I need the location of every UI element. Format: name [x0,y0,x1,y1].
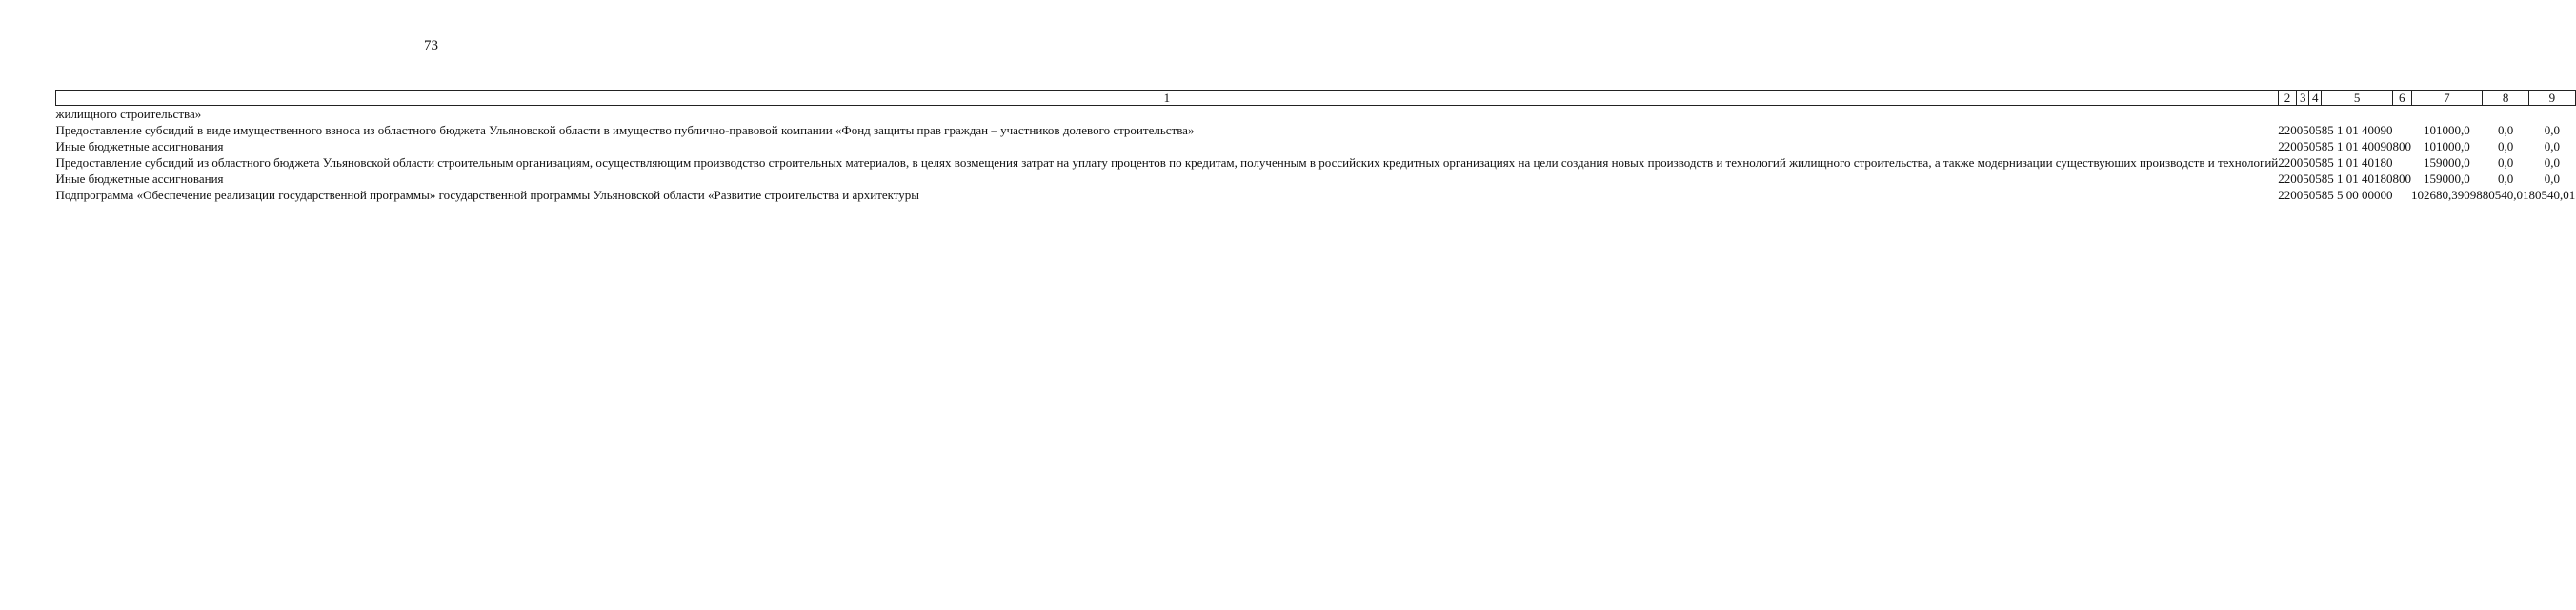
row-c8: 0,0 [2498,123,2514,137]
row-c2: 220 [2278,172,2297,186]
row-description: Иные бюджетные ассигнования [55,172,224,186]
table-row [56,154,2576,171]
row-c3: 05 [2296,139,2309,153]
header-col-1: 1 [56,91,2279,106]
row-c7: 159000,0 [2424,172,2470,186]
row-c6 [2393,106,2412,123]
row-c8: 80540,01 [2482,188,2529,202]
row-c8: 0,0 [2498,155,2514,170]
row-c8: 0,0 [2498,139,2514,153]
row-c3: 05 [2296,155,2309,170]
header-col-2: 2 [2278,91,2297,106]
header-col-5: 5 [2322,91,2393,106]
row-description: Иные бюджетные ассигнования [55,139,224,153]
row-c2 [2278,106,2297,123]
budget-table [55,90,2576,203]
row-c8 [2483,106,2529,123]
row-c5 [2322,106,2393,123]
row-c9: 0,0 [2544,123,2560,137]
row-c7 [2411,106,2483,123]
row-c5: 85 1 01 40180 [2321,172,2393,186]
row-c7: 102680,39098 [2411,188,2483,202]
row-c9: 0,0 [2544,172,2560,186]
row-c3: 05 [2296,172,2309,186]
header-row [56,91,2576,106]
header-col-6: 6 [2393,91,2412,106]
row-c9: 80540,01 [2528,188,2576,202]
table-row [56,187,2576,203]
header-col-3: 3 [2297,91,2309,106]
row-c2: 220 [2278,188,2297,202]
row-description: жилищного строительства» [55,107,202,121]
table-row [56,171,2576,187]
row-description: Предоставление субсидий в виде имущественного взноса из областного бюджета Ульяновской области в имущество публично-правовой компании «Фонд защиты прав граждан – участников долевого строительства» [55,123,1195,137]
table-row [56,138,2576,154]
row-c5: 85 1 01 40180 [2321,155,2393,170]
row-c4: 05 [2308,155,2322,170]
row-c2: 220 [2278,123,2297,137]
row-c9 [2529,106,2576,123]
row-description: Подпрограмма «Обеспечение реализации государственной программы» государственной программы Ульяновской области «Развитие строительства и архитектуры [55,188,920,202]
row-c3: 05 [2296,188,2309,202]
row-c4: 05 [2308,172,2322,186]
row-c7: 101000,0 [2424,123,2470,137]
row-c2: 220 [2278,139,2297,153]
header-col-7: 7 [2411,91,2483,106]
row-c3: 05 [2296,123,2309,137]
row-c9: 0,0 [2544,155,2560,170]
row-c5: 85 1 01 40090 [2321,139,2393,153]
row-c7: 101000,0 [2424,139,2470,153]
row-c6: 800 [2392,172,2411,186]
header-col-8: 8 [2483,91,2529,106]
header-col-9: 9 [2529,91,2576,106]
row-c7: 159000,0 [2424,155,2470,170]
row-c4: 05 [2308,123,2322,137]
row-c4: 05 [2308,188,2322,202]
row-description: Предоставление субсидий из областного бюджета Ульяновской области строительным организациям, осуществляющим производство строительных материалов, в целях возмещения затрат на уплату процентов по кредитам, полученным в российских кредитных организациях на цели создания новых производств и технологий жилищного строительства, а также модернизации существующих производств и технологий [55,155,2279,170]
row-c6 [2393,187,2412,203]
row-c4 [2309,106,2322,123]
row-c6: 800 [2392,139,2411,153]
row-c5: 85 5 00 00000 [2321,188,2393,202]
table-row [56,106,2576,123]
row-c5: 85 1 01 40090 [2321,123,2393,137]
row-c6 [2393,122,2412,138]
row-c8: 0,0 [2498,172,2514,186]
header-col-4: 4 [2309,91,2322,106]
table-row [56,122,2576,138]
row-c6 [2393,154,2412,171]
row-c4: 05 [2308,139,2322,153]
row-c2: 220 [2278,155,2297,170]
page-number: 73 [424,38,438,53]
row-c9: 0,0 [2544,139,2560,153]
row-c3 [2297,106,2309,123]
